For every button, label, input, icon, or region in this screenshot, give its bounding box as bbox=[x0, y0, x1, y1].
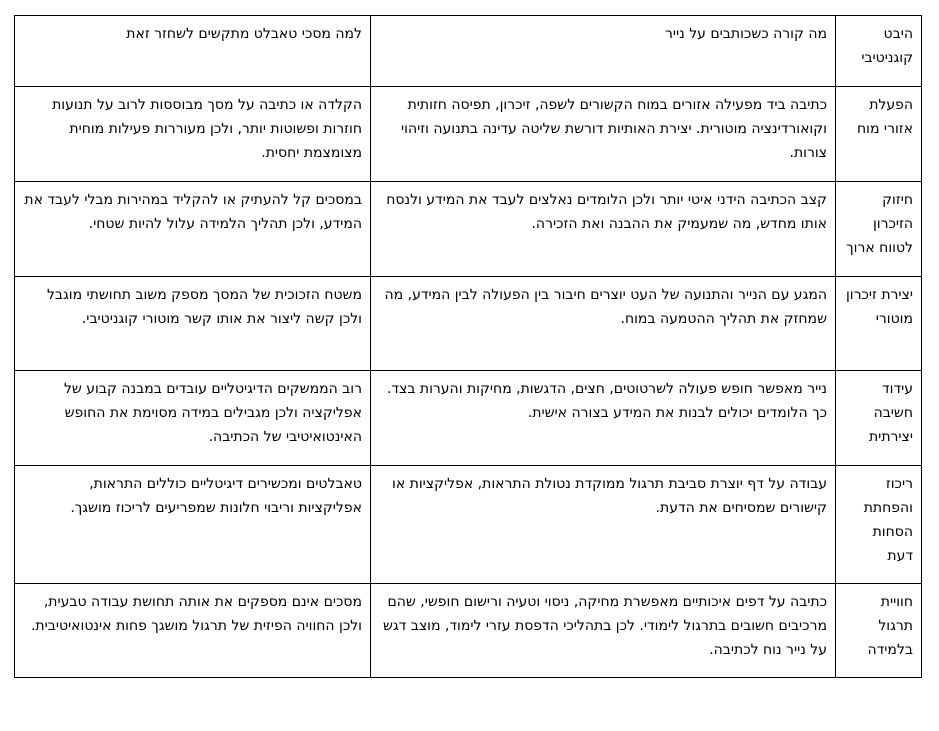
paper-cell: קצב הכתיבה הידני איטי יותר ולכן הלומדים נאלצים לעבד את המידע ולנסח אותו מחדש, מה שמעמיק את ההבנה ואת הזכירה. bbox=[371, 182, 836, 277]
aspect-cell: עידוד חשיבה יצירתית bbox=[836, 371, 922, 466]
aspect-cell: יצירת זיכרון מוטורי bbox=[836, 277, 922, 371]
header-aspect: היבט קוגניטיבי bbox=[836, 16, 922, 87]
aspect-cell: ריכוז והפחתת הסחות דעת bbox=[836, 466, 922, 584]
table-row bbox=[15, 87, 922, 182]
table-row bbox=[15, 182, 922, 277]
table-header-row bbox=[15, 16, 922, 87]
aspect-cell: חיזוק הזיכרון לטווח ארוך bbox=[836, 182, 922, 277]
paper-cell: נייר מאפשר חופש פעולה לשרטוטים, חצים, הדגשות, מחיקות והערות בצד. כך הלומדים יכולים לבנות את המידע בצורה אישית. bbox=[371, 371, 836, 466]
tablet-cell: מסכים אינם מספקים את אותה תחושת עבודה טבעית, ולכן החוויה הפיזית של תרגול מושגך פחות אינטואיטיבית. bbox=[15, 584, 371, 678]
header-paper: מה קורה כשכותבים על נייר bbox=[371, 16, 836, 87]
tablet-cell: טאבלטים ומכשירים דיגיטליים כוללים התראות, אפליקציות וריבוי חלונות שמפריעים לריכוז מושגך. bbox=[15, 466, 371, 584]
tablet-cell: במסכים קל להעתיק או להקליד במהירות מבלי לעבד את המידע, ולכן תהליך הלמידה עלול להיות שטחי. bbox=[15, 182, 371, 277]
table-row bbox=[15, 584, 922, 678]
aspect-cell: הפעלת אזורי מוח bbox=[836, 87, 922, 182]
tablet-cell: משטח הזכוכית של המסך מספק משוב תחושתי מוגבל ולכן קשה ליצור את אותו קשר מוטורי קוגניטיבי. bbox=[15, 277, 371, 371]
paper-cell: כתיבה ביד מפעילה אזורים במוח הקשורים לשפה, זיכרון, תפיסה חזותית וקואורדינציה מוטורית. יצירת האותיות דורשת שליטה עדינה בתנועה וזיהוי צורות. bbox=[371, 87, 836, 182]
table-row bbox=[15, 371, 922, 466]
tablet-cell: רוב הממשקים הדיגיטליים עובדים במבנה קבוע של אפליקציה ולכן מגבילים במידה מסוימת את החופש האינטואיטיבי של הכתיבה. bbox=[15, 371, 371, 466]
aspect-cell: חוויית תרגול בלמידה bbox=[836, 584, 922, 678]
paper-cell: המגע עם הנייר והתנועה של העט יוצרים חיבור בין הפעולה לבין המידע, מה שמחזק את תהליך ההטמעה במוח. bbox=[371, 277, 836, 371]
paper-cell: כתיבה על דפים איכותיים מאפשרת מחיקה, ניסוי וטעיה ורישום חופשי, שהם מרכיבים חשובים בתרגול לימודי. לכן בתהליכי הדפסת עזרי לימוד, מוצב דגש על נייר נוח לכתיבה. bbox=[371, 584, 836, 678]
tablet-cell: הקלדה או כתיבה על מסך מבוססות לרוב על תנועות חוזרות ופשוטות יותר, ולכן מעוררות פעילות מוחית מצומצמת יחסית. bbox=[15, 87, 371, 182]
paper-cell: עבודה על דף יוצרת סביבת תרגול ממוקדת נטולת התראות, אפליקציות או קישורים שמסיחים את הדעת. bbox=[371, 466, 836, 584]
header-tablet: למה מסכי טאבלט מתקשים לשחזר זאת bbox=[15, 16, 371, 87]
comparison-table bbox=[14, 15, 922, 678]
table-row bbox=[15, 466, 922, 584]
table-row bbox=[15, 277, 922, 371]
